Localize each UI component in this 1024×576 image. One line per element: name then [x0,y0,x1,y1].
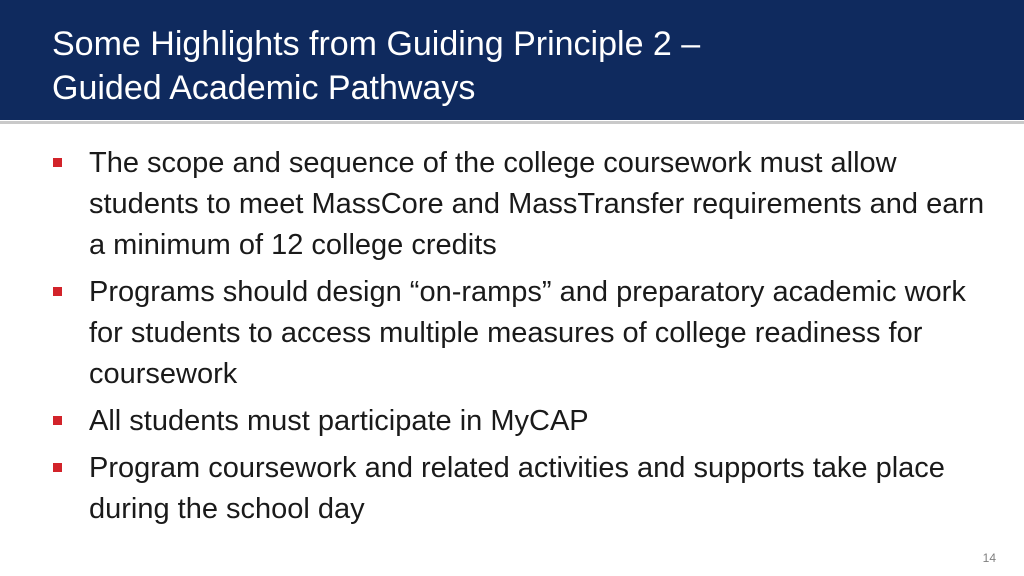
title-bar [0,0,1024,120]
page-number: 14 [982,551,996,565]
bullet-text: All students must participate in MyCAP [89,405,589,437]
square-bullet-icon [53,463,62,472]
slide-title [52,22,992,110]
square-bullet-icon [53,287,62,296]
slide-title-line-2: Guided Academic Pathways [52,69,476,107]
bullet-item [52,143,1002,266]
bullet-item [52,448,1002,530]
bullet-list [52,143,1002,536]
title-divider [0,121,1024,124]
bullet-text: Program coursework and related activities and supports take place during the school day [89,452,945,525]
square-bullet-icon [53,158,62,167]
bullet-item [52,272,1002,395]
bullet-text: The scope and sequence of the college coursework must allow students to meet MassCore and MassTransfer requirements and earn a minimum of 12 college credits [89,147,985,261]
square-bullet-icon [53,416,62,425]
slide-title-line-1: Some Highlights from Guiding Principle 2 – [52,25,701,63]
bullet-item [52,401,1002,442]
bullet-text: Programs should design “on-ramps” and preparatory academic work for students to access multiple measures of college readiness for coursework [89,276,966,390]
